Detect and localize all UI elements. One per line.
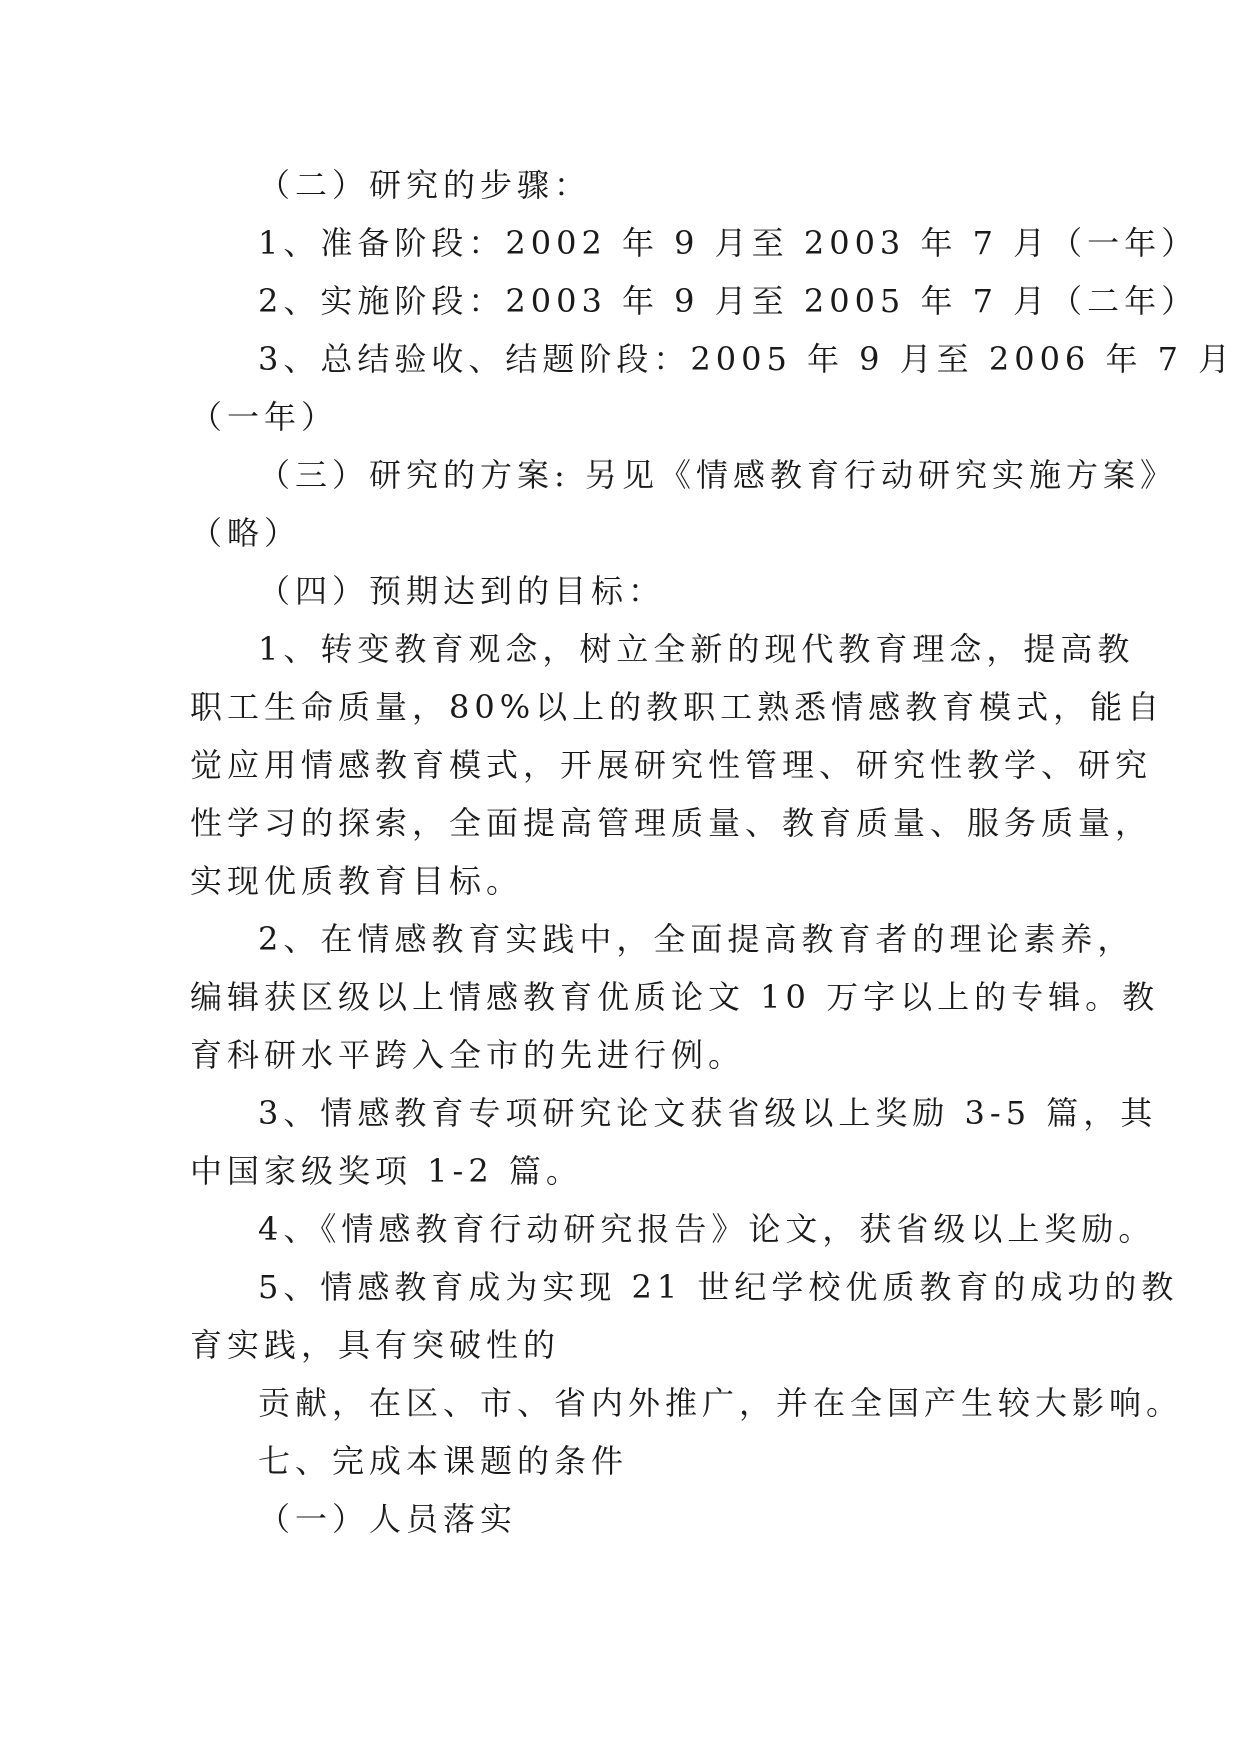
paragraph-line: 2、实施阶段：2003 年 9 月至 2005 年 7 月（二年） [258,282,1199,320]
paragraph-line: 1、转变教育观念，树立全新的现代教育理念，提高教 [258,630,1135,668]
paragraph-line: （一年） [190,398,339,436]
paragraph-line: 实现优质教育目标。 [190,862,524,900]
paragraph-line: 觉应用情感教育模式，开展研究性管理、研究性教学、研究 [190,746,1153,784]
paragraph-line: 3、总结验收、结题阶段：2005 年 9 月至 2006 年 7 月 [258,340,1236,378]
paragraph-line: 5、情感教育成为实现 21 世纪学校优质教育的成功的教 [258,1268,1179,1306]
section-heading-goals: （四）预期达到的目标： [258,572,666,610]
paragraph-line: 育实践，具有突破性的 [190,1326,561,1364]
paragraph-line: 育科研水平跨入全市的先进行例。 [190,1036,746,1074]
section-heading-personnel: （一）人员落实 [258,1500,518,1538]
section-heading-steps: （二）研究的步骤： [258,166,592,204]
paragraph-line: 性学习的探索，全面提高管理质量、教育质量、服务质量， [190,804,1153,842]
paragraph-line: 1、准备阶段：2002 年 9 月至 2003 年 7 月（一年） [258,224,1199,262]
paragraph-line: 3、情感教育专项研究论文获省级以上奖励 3-5 篇，其 [258,1094,1158,1132]
paragraph-line: 4、《情感教育行动研究报告》论文，获省级以上奖励。 [258,1210,1156,1248]
paragraph-line: 职工生命质量，80%以上的教职工熟悉情感教育模式，能自 [190,688,1165,726]
paragraph-line: 贡献，在区、市、省内外推广，并在全国产生较大影响。 [258,1384,1184,1422]
section-heading-conditions: 七、完成本课题的条件 [258,1442,629,1480]
section-heading-plan: （三）研究的方案: 另见《情感教育行动研究实施方案》 [258,456,1177,494]
paragraph-line: 中国家级奖项 1-2 篇。 [190,1152,583,1190]
paragraph-line: 2、在情感教育实践中，全面提高教育者的理论素养， [258,920,1135,958]
paragraph-line: 编辑获区级以上情感教育优质论文 10 万字以上的专辑。教 [190,978,1160,1016]
paragraph-line: （略） [190,514,302,552]
